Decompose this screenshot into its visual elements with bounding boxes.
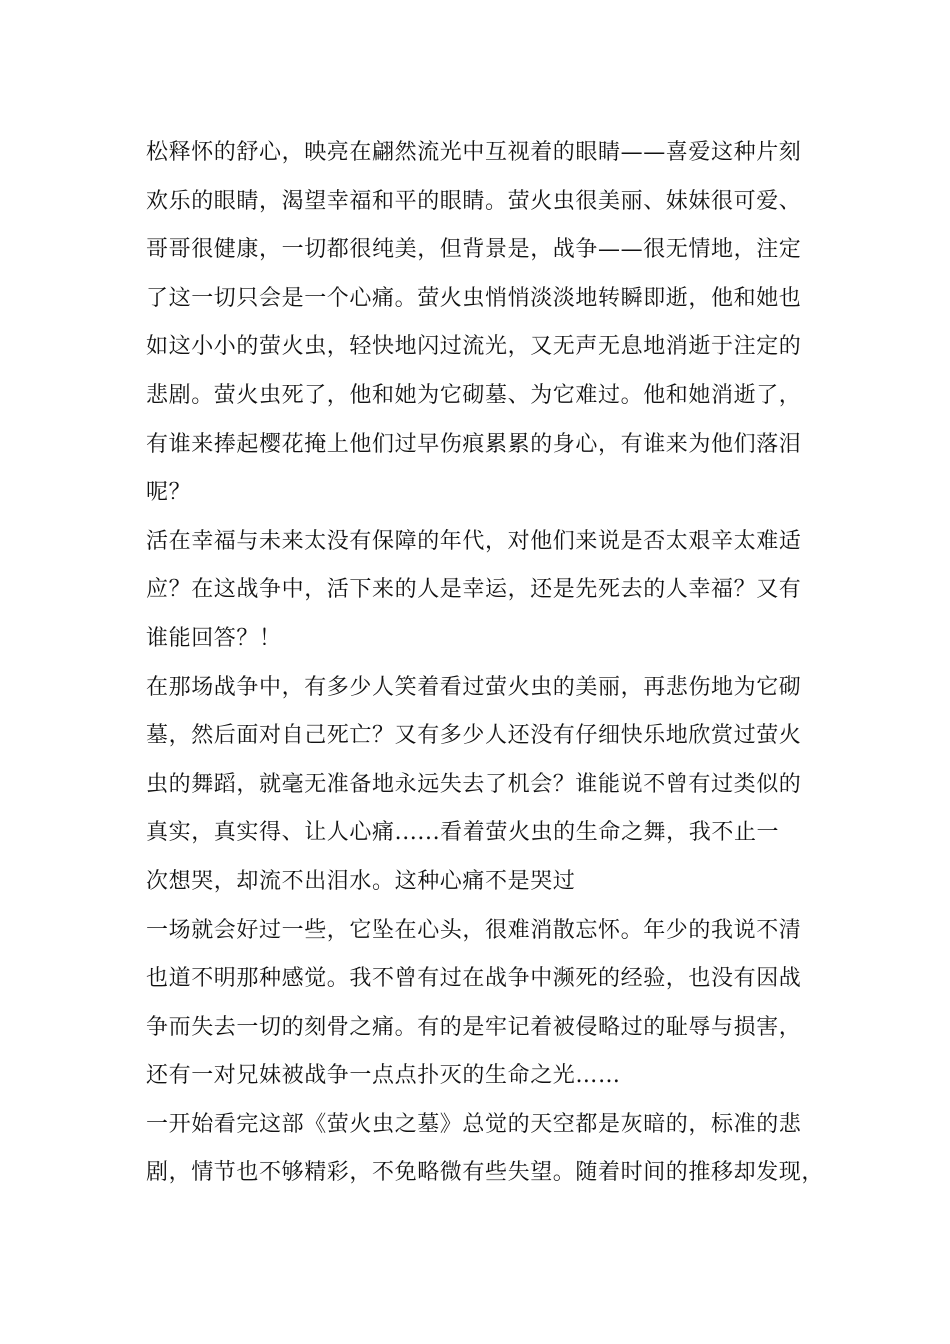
text-line: 争而失去一切的刻骨之痛。有的是牢记着被侵略过的耻辱与损害， <box>146 1014 802 1040</box>
text-line: 在那场战争中，有多少人笑着看过萤火虫的美丽，再悲伤地为它砌 <box>146 674 802 700</box>
text-line: 还有一对兄妹被战争一点点扑灭的生命之光…… <box>146 1063 621 1089</box>
text-line: 虫的舞蹈，就毫无准备地永远失去了机会？谁能说不曾有过类似的 <box>146 771 802 797</box>
text-line: 墓，然后面对自己死亡？又有多少人还没有仔细快乐地欣赏过萤火 <box>146 723 802 749</box>
text-line: 欢乐的眼睛，渴望幸福和平的眼睛。萤火虫很美丽、妹妹很可爱、 <box>146 188 802 214</box>
text-line: 一开始看完这部《萤火虫之墓》总觉的天空都是灰暗的，标准的悲 <box>146 1111 802 1137</box>
text-line: 剧，情节也不够精彩，不免略微有些失望。随着时间的推移却发现， <box>146 1160 825 1186</box>
text-line: 活在幸福与未来太没有保障的年代，对他们来说是否太艰辛太难适 <box>146 528 802 554</box>
text-line: 呢？ <box>146 480 192 506</box>
text-line: 了这一切只会是一个心痛。萤火虫悄悄淡淡地转瞬即逝，他和她也 <box>146 285 802 311</box>
text-line: 应？在这战争中，活下来的人是幸运，还是先死去的人幸福？又有 <box>146 577 802 603</box>
text-line: 松释怀的舒心，映亮在翩然流光中互视着的眼睛——喜爱这种片刻 <box>146 140 802 165</box>
text-line: 一场就会好过一些，它坠在心头，很难消散忘怀。年少的我说不清 <box>146 917 802 943</box>
body-text <box>146 133 826 1202</box>
text-line: 真实，真实得、让人心痛......看着萤火虫的生命之舞，我不止一 <box>146 820 780 846</box>
text-line: 次想哭，却流不出泪水。这种心痛不是哭过 <box>146 868 576 894</box>
text-line: 有谁来捧起樱花掩上他们过早伤痕累累的身心，有谁来为他们落泪 <box>146 431 802 457</box>
text-line: 谁能回答？！ <box>146 625 282 651</box>
text-line: 如这小小的萤火虫，轻快地闪过流光，又无声无息地消逝于注定的 <box>146 334 802 360</box>
text-line: 哥哥很健康，一切都很纯美，但背景是，战争——很无情地，注定 <box>146 237 802 263</box>
text-line: 也道不明那种感觉。我不曾有过在战争中濒死的经验，也没有因战 <box>146 966 802 992</box>
text-line: 悲剧。萤火虫死了，他和她为它砌墓、为它难过。他和她消逝了， <box>146 382 802 408</box>
